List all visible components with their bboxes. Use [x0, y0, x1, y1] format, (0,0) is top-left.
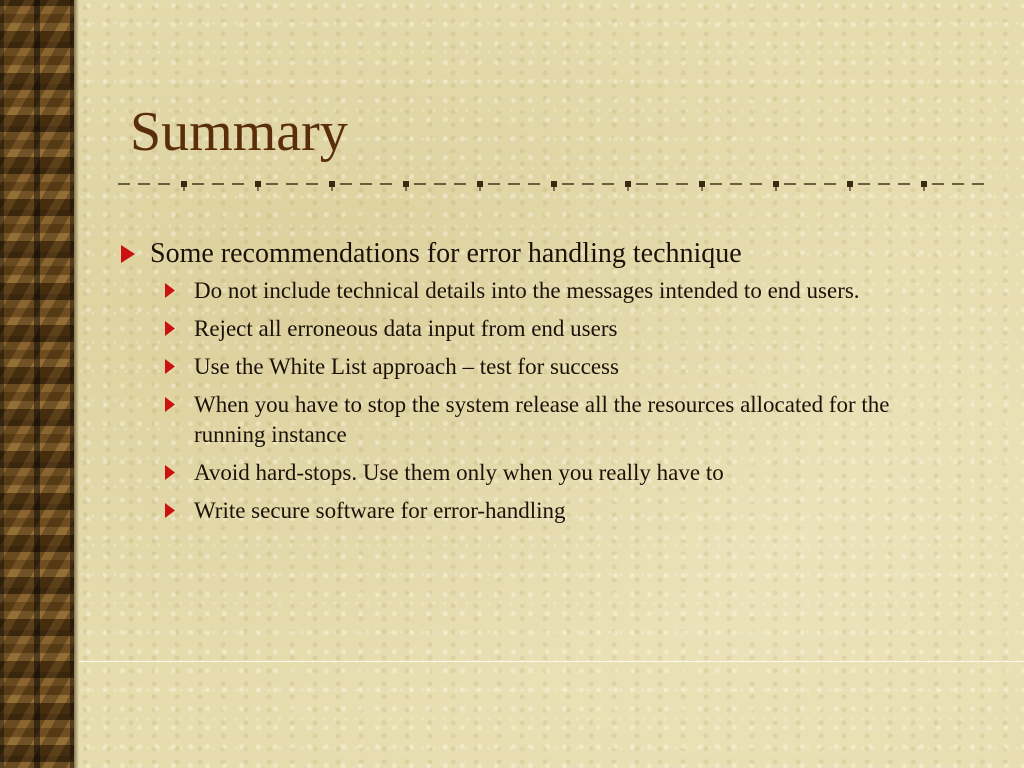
divider-dot	[625, 181, 631, 187]
triangle-bullet-icon	[164, 276, 194, 298]
slide-title: Summary	[130, 101, 348, 163]
divider-dot	[181, 181, 187, 187]
footer-rule	[79, 661, 1024, 662]
triangle-bullet-icon	[120, 236, 150, 263]
sub-bullet-item	[164, 496, 934, 526]
sub-bullet-text: Avoid hard-stops. Use them only when you really have to	[194, 460, 724, 485]
triangle-bullet-icon	[164, 458, 194, 480]
sub-bullet-text: Reject all erroneous data input from end users	[194, 316, 618, 341]
bullet-text: Some recommendations for error handling technique	[150, 238, 742, 269]
slide-content	[120, 236, 960, 534]
triangle-bullet-icon	[164, 314, 194, 336]
divider-dot	[551, 181, 557, 187]
sub-bullet-list	[164, 276, 960, 526]
sub-bullet-item	[164, 276, 934, 306]
bullet-item	[120, 236, 960, 272]
divider-dot	[773, 181, 779, 187]
divider-dot	[403, 181, 409, 187]
wood-border-shadow	[74, 0, 79, 768]
sub-bullet-item	[164, 352, 934, 382]
sub-bullet-item	[164, 390, 934, 450]
triangle-bullet-icon	[164, 352, 194, 374]
divider-dot	[699, 181, 705, 187]
triangle-bullet-icon	[164, 390, 194, 412]
sub-bullet-text: When you have to stop the system release all the resources allocated for the running instance	[194, 392, 890, 447]
divider-dot	[921, 181, 927, 187]
sub-bullet-text: Use the White List approach – test for success	[194, 354, 619, 379]
dash-dot-divider	[118, 176, 994, 192]
sub-bullet-item	[164, 314, 934, 344]
divider-dot	[847, 181, 853, 187]
wood-border-strip	[0, 0, 74, 768]
divider-dot	[255, 181, 261, 187]
divider-dot	[329, 181, 335, 187]
triangle-bullet-icon	[164, 496, 194, 518]
divider-dot	[477, 181, 483, 187]
sub-bullet-item	[164, 458, 934, 488]
sub-bullet-text: Do not include technical details into the messages intended to end users.	[194, 278, 860, 303]
sub-bullet-text: Write secure software for error-handling	[194, 498, 566, 523]
